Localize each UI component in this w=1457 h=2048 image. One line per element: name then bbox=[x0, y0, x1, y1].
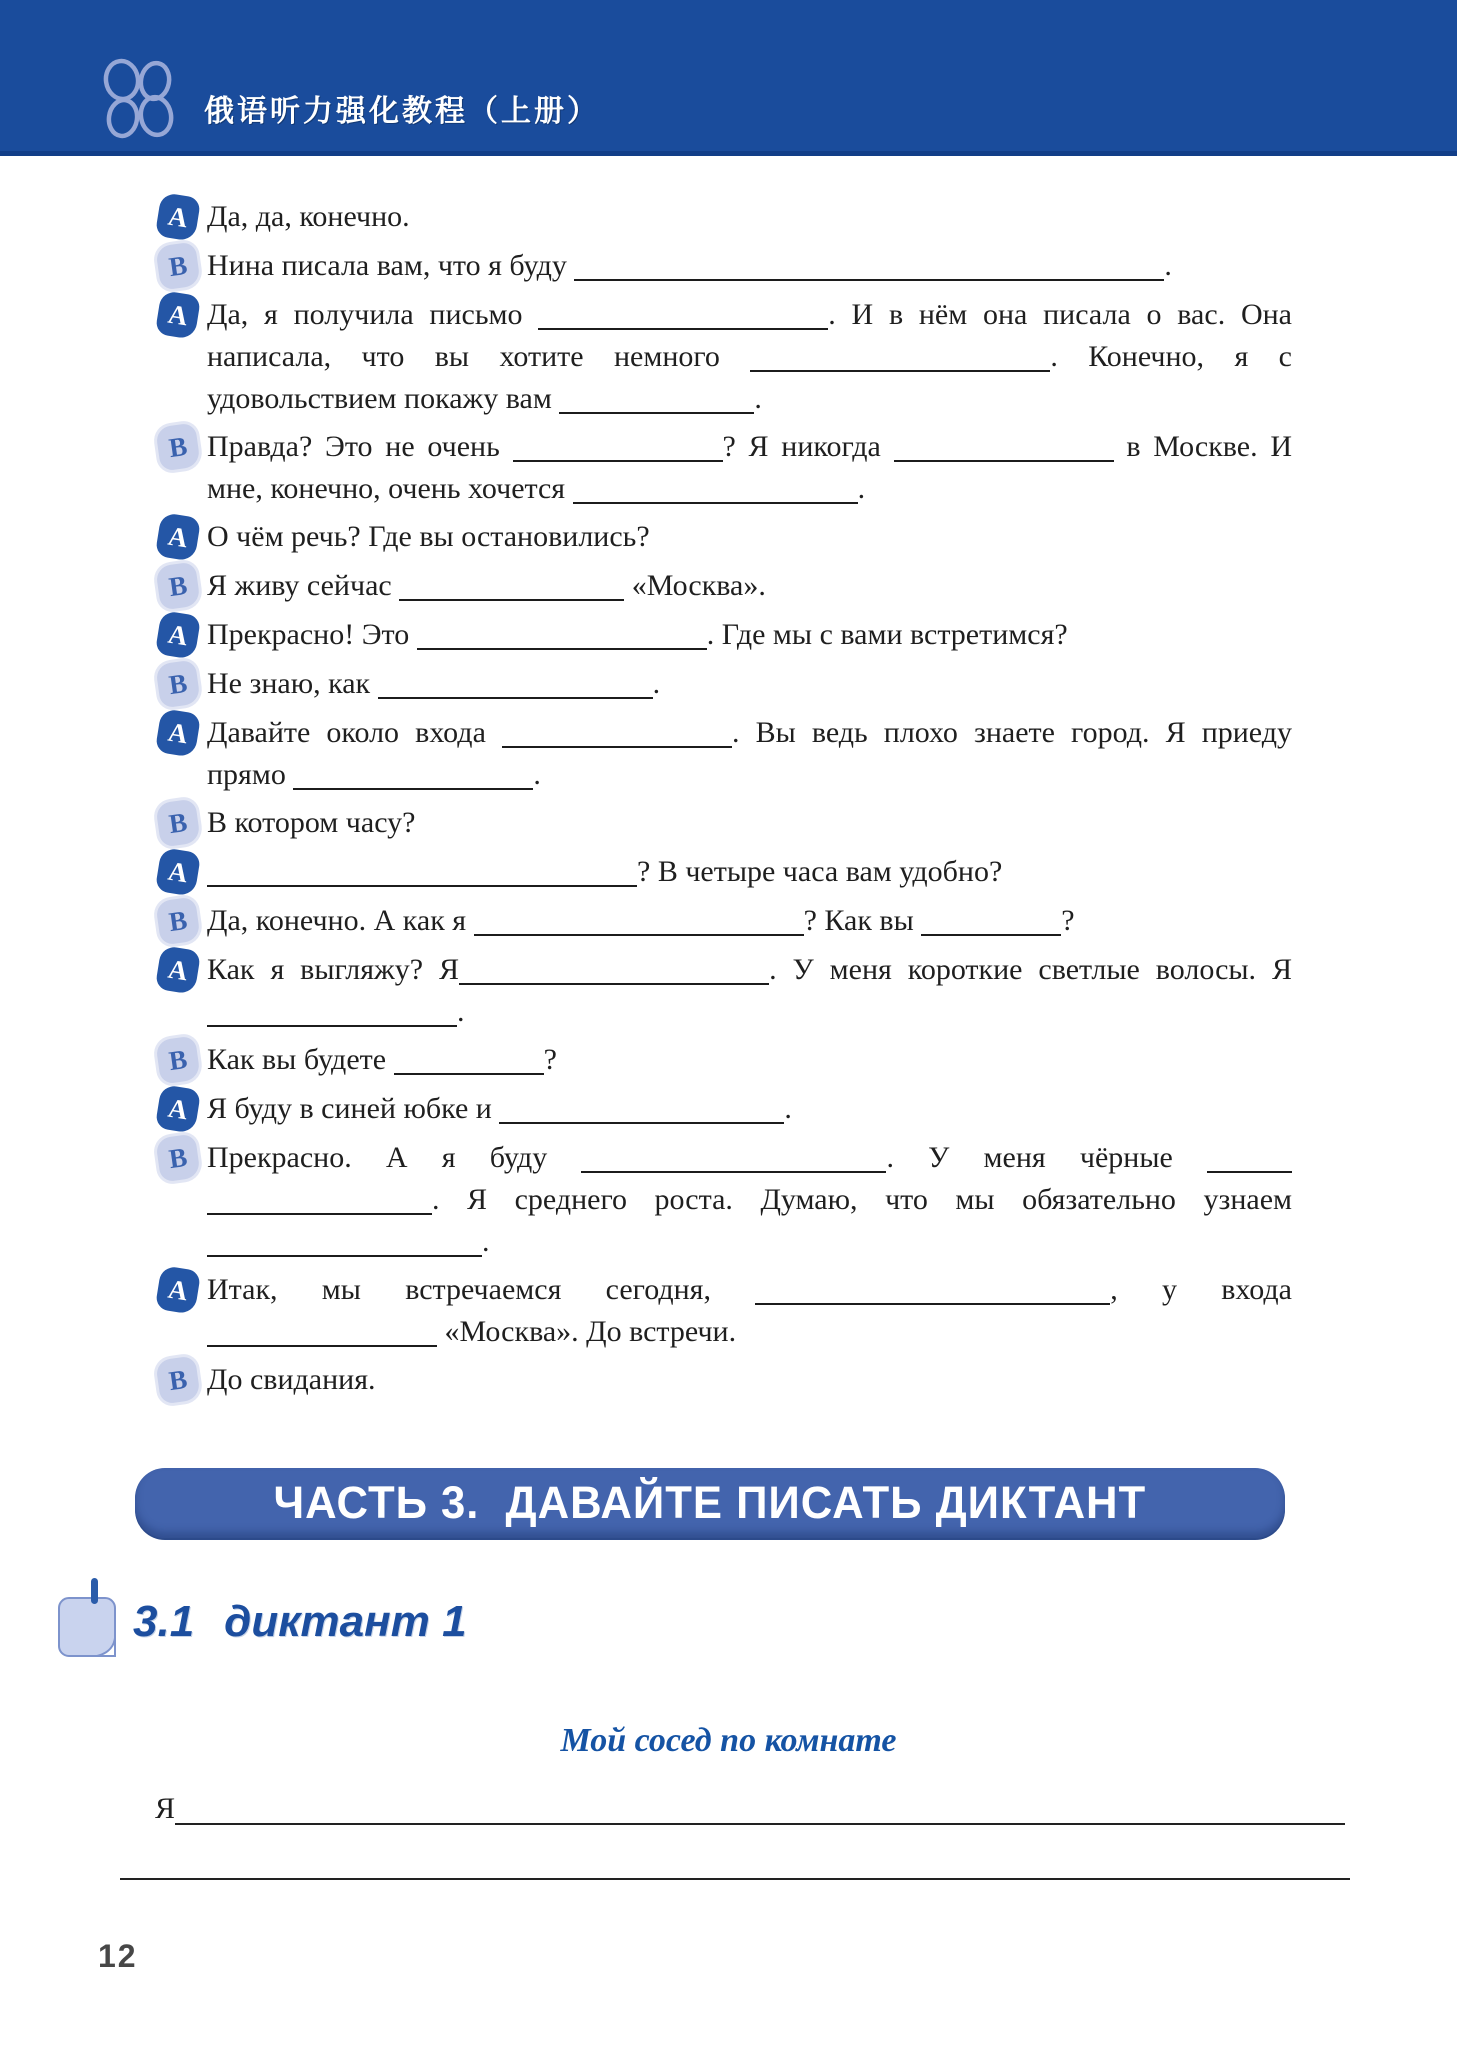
answer-blank[interactable] bbox=[378, 691, 653, 699]
dialogue-text bbox=[207, 712, 1292, 796]
answer-blank[interactable] bbox=[207, 1207, 432, 1215]
answer-blank[interactable] bbox=[399, 593, 624, 601]
dialogue-text-segment: ? bbox=[543, 1043, 557, 1076]
dialogue-text-segment: Как я выгляжу? Я bbox=[207, 953, 460, 986]
section-number: 3.1 bbox=[133, 1597, 195, 1646]
dictation-title: Мой сосед по комнате bbox=[560, 1722, 897, 1759]
speaker-b-badge: B bbox=[155, 422, 201, 471]
writing-blank[interactable] bbox=[175, 1823, 1345, 1825]
speaker-b-badge: B bbox=[155, 896, 201, 945]
dialogue-list bbox=[158, 196, 1292, 1402]
speaker-a-badge: A bbox=[155, 512, 201, 562]
answer-blank[interactable] bbox=[502, 740, 732, 748]
speaker-a-badge: A bbox=[155, 290, 201, 340]
dialogue-text-segment: . bbox=[533, 758, 541, 791]
speaker-a-badge: A bbox=[155, 708, 201, 758]
dialogue-text bbox=[207, 1359, 1292, 1401]
dialogue-text-segment: До свидания. bbox=[207, 1363, 376, 1396]
dialogue-text-segment: «Москва». До встречи. bbox=[437, 1315, 737, 1348]
dialogue-text-segment: . У меня чёрные bbox=[886, 1141, 1207, 1174]
answer-blank[interactable] bbox=[207, 1019, 457, 1027]
part-banner bbox=[135, 1468, 1285, 1538]
dialogue-text-segment: . У меня короткие светлые волосы. Я bbox=[769, 953, 1293, 986]
dialogue-text-segment: «Москва». bbox=[624, 569, 766, 602]
speaker-b-badge: B bbox=[155, 1035, 201, 1084]
answer-blank[interactable] bbox=[538, 322, 828, 330]
section-heading bbox=[55, 1576, 1457, 1668]
dialogue-text bbox=[207, 802, 1292, 844]
page-number: 12 bbox=[98, 1938, 138, 1974]
dialogue-text-segment: . bbox=[754, 382, 762, 415]
dialogue-text-segment: . Я среднего роста. Думаю, что мы обязательно узнаем bbox=[432, 1183, 1292, 1216]
dialogue-row bbox=[158, 294, 1292, 420]
dialogue-text-segment: Да, конечно. А как я bbox=[207, 904, 474, 937]
dialogue-text-segment: Да, я получила письмо bbox=[207, 298, 539, 331]
dialogue-text-segment: . bbox=[857, 472, 866, 505]
dialogue-text-segment: . bbox=[457, 995, 465, 1028]
answer-blank[interactable] bbox=[459, 977, 769, 985]
answer-blank[interactable] bbox=[921, 928, 1061, 936]
dialogue-row bbox=[158, 565, 1292, 608]
dialogue-text-segment: в Москве. И мне, конечно, очень хочется bbox=[207, 430, 1293, 505]
dialogue-text-segment: Как вы будете bbox=[207, 1043, 394, 1076]
answer-blank[interactable] bbox=[1207, 1165, 1292, 1173]
dialogue-row bbox=[158, 851, 1292, 894]
dialogue-text-segment: Правда? Это не очень bbox=[207, 430, 513, 463]
dialogue-text bbox=[207, 1269, 1292, 1353]
speaker-b-badge: B bbox=[155, 561, 201, 610]
dialogue-text-segment: Итак, мы встречаемся сегодня, bbox=[207, 1273, 756, 1306]
answer-blank[interactable] bbox=[394, 1067, 544, 1075]
dialogue-text-segment: . bbox=[482, 1225, 490, 1258]
dialogue-row bbox=[158, 1088, 1292, 1131]
answer-blank[interactable] bbox=[474, 928, 804, 936]
dialogue-text-segment: ? Как вы bbox=[803, 904, 922, 937]
speaker-b-badge: B bbox=[155, 659, 201, 708]
speaker-a-badge: A bbox=[155, 610, 201, 660]
dialogue-text-segment: ? bbox=[1061, 904, 1075, 937]
dialogue-row bbox=[158, 1269, 1292, 1353]
dialogue-text-segment: . И в нём она писала о вас. Она написала, что вы хотите немного bbox=[207, 298, 1292, 373]
answer-blank[interactable] bbox=[573, 496, 858, 504]
dialogue-row bbox=[158, 516, 1292, 559]
speaker-b-badge: B bbox=[155, 1355, 201, 1404]
speaker-a-badge: A bbox=[155, 1084, 201, 1134]
answer-blank[interactable] bbox=[581, 1165, 886, 1173]
dialogue-text bbox=[207, 565, 1292, 607]
answer-blank[interactable] bbox=[559, 406, 754, 414]
part-banner-label: ЧАСТЬ 3. ДАВАЙТЕ ПИСАТЬ ДИКТАНТ bbox=[273, 1477, 1147, 1528]
dialogue-text bbox=[207, 949, 1292, 1033]
dialogue-row bbox=[158, 1039, 1292, 1082]
speaker-b-badge: B bbox=[155, 241, 201, 290]
dialogue-text-segment: . bbox=[1164, 249, 1172, 282]
dialogue-row bbox=[158, 802, 1292, 845]
dialogue-row bbox=[158, 196, 1292, 239]
page-content bbox=[0, 196, 1457, 1880]
speaker-a-badge: A bbox=[155, 1265, 201, 1315]
book-title: 俄语听力强化教程（上册） bbox=[204, 95, 600, 128]
publisher-rings-logo-icon bbox=[98, 58, 182, 142]
answer-blank[interactable] bbox=[207, 1339, 437, 1347]
answer-blank[interactable] bbox=[417, 642, 707, 650]
dialogue-text bbox=[207, 851, 1292, 893]
answer-blank[interactable] bbox=[513, 454, 723, 462]
dictation-lead-word: Я bbox=[155, 1792, 176, 1825]
dialogue-text-segment: Да, да, конечно. bbox=[207, 200, 410, 233]
dialogue-text bbox=[207, 196, 1292, 238]
dialogue-text-segment: , у входа bbox=[1110, 1273, 1292, 1306]
dialogue-text bbox=[207, 1137, 1292, 1263]
dialogue-text-segment: . Вы ведь плохо знаете город. Я приеду прямо bbox=[207, 716, 1292, 791]
dialogue-text bbox=[207, 614, 1292, 656]
dialogue-row bbox=[158, 949, 1292, 1033]
dialogue-row bbox=[158, 245, 1292, 288]
answer-blank[interactable] bbox=[574, 273, 1164, 281]
dialogue-text-segment: Давайте около входа bbox=[207, 716, 502, 749]
dialogue-row bbox=[158, 1359, 1292, 1402]
top-banner bbox=[0, 0, 1457, 156]
answer-blank[interactable] bbox=[894, 454, 1114, 462]
dialogue-row bbox=[158, 426, 1292, 510]
dialogue-text-segment: Прекрасно. А я буду bbox=[207, 1141, 582, 1174]
dialogue-text-segment: Нина писала вам, что я буду bbox=[207, 249, 575, 282]
dialogue-text-segment: . bbox=[652, 667, 661, 700]
dialogue-text bbox=[207, 294, 1292, 420]
speaker-a-badge: A bbox=[155, 192, 201, 242]
answer-blank[interactable] bbox=[207, 879, 637, 887]
dialogue-text-segment: Я буду в синей юбке и bbox=[207, 1092, 500, 1125]
dictation-writing-line-2[interactable] bbox=[120, 1878, 1350, 1880]
dialogue-text-segment: Я живу сейчас bbox=[207, 569, 400, 602]
dialogue-text bbox=[207, 1039, 1292, 1081]
dialogue-row bbox=[158, 712, 1292, 796]
dialogue-text-segment: . Конечно, я с удовольствием покажу вам bbox=[207, 340, 1292, 415]
dialogue-text-segment: В котором часу? bbox=[207, 806, 416, 839]
dialogue-text-segment: . Где мы с вами встретимся? bbox=[706, 618, 1068, 651]
speaker-a-badge: A bbox=[155, 847, 201, 897]
dialogue-text bbox=[207, 900, 1292, 942]
dialogue-text-segment: ? В четыре часа вам удобно? bbox=[637, 855, 1003, 888]
dialogue-text bbox=[207, 516, 1292, 558]
dialogue-text-segment: Прекрасно! Это bbox=[207, 618, 417, 651]
dialogue-text bbox=[207, 426, 1292, 510]
dialogue-text bbox=[207, 663, 1292, 705]
speaker-b-badge: B bbox=[155, 1133, 201, 1182]
answer-blank[interactable] bbox=[499, 1116, 784, 1124]
dialogue-text bbox=[207, 245, 1292, 287]
answer-blank[interactable] bbox=[293, 782, 533, 790]
speaker-b-badge: B bbox=[155, 798, 201, 847]
dialogue-text-segment: Не знаю, как bbox=[207, 667, 378, 700]
dialogue-text bbox=[207, 1088, 1292, 1130]
dictation-writing-line-1 bbox=[155, 1788, 1345, 1830]
dialogue-row bbox=[158, 663, 1292, 706]
dialogue-text-segment: ? Я никогда bbox=[722, 430, 894, 463]
answer-blank[interactable] bbox=[750, 364, 1050, 372]
speaker-a-badge: A bbox=[155, 945, 201, 995]
dialogue-row bbox=[158, 1137, 1292, 1263]
answer-blank[interactable] bbox=[755, 1297, 1110, 1305]
notebook-pin-icon bbox=[55, 1576, 121, 1668]
section-title: диктант 1 bbox=[224, 1597, 467, 1646]
dialogue-text-segment: . bbox=[784, 1092, 792, 1125]
answer-blank[interactable] bbox=[207, 1249, 482, 1257]
dialogue-row bbox=[158, 900, 1292, 943]
dialogue-row bbox=[158, 614, 1292, 657]
dialogue-text-segment: О чём речь? Где вы остановились? bbox=[207, 520, 650, 553]
